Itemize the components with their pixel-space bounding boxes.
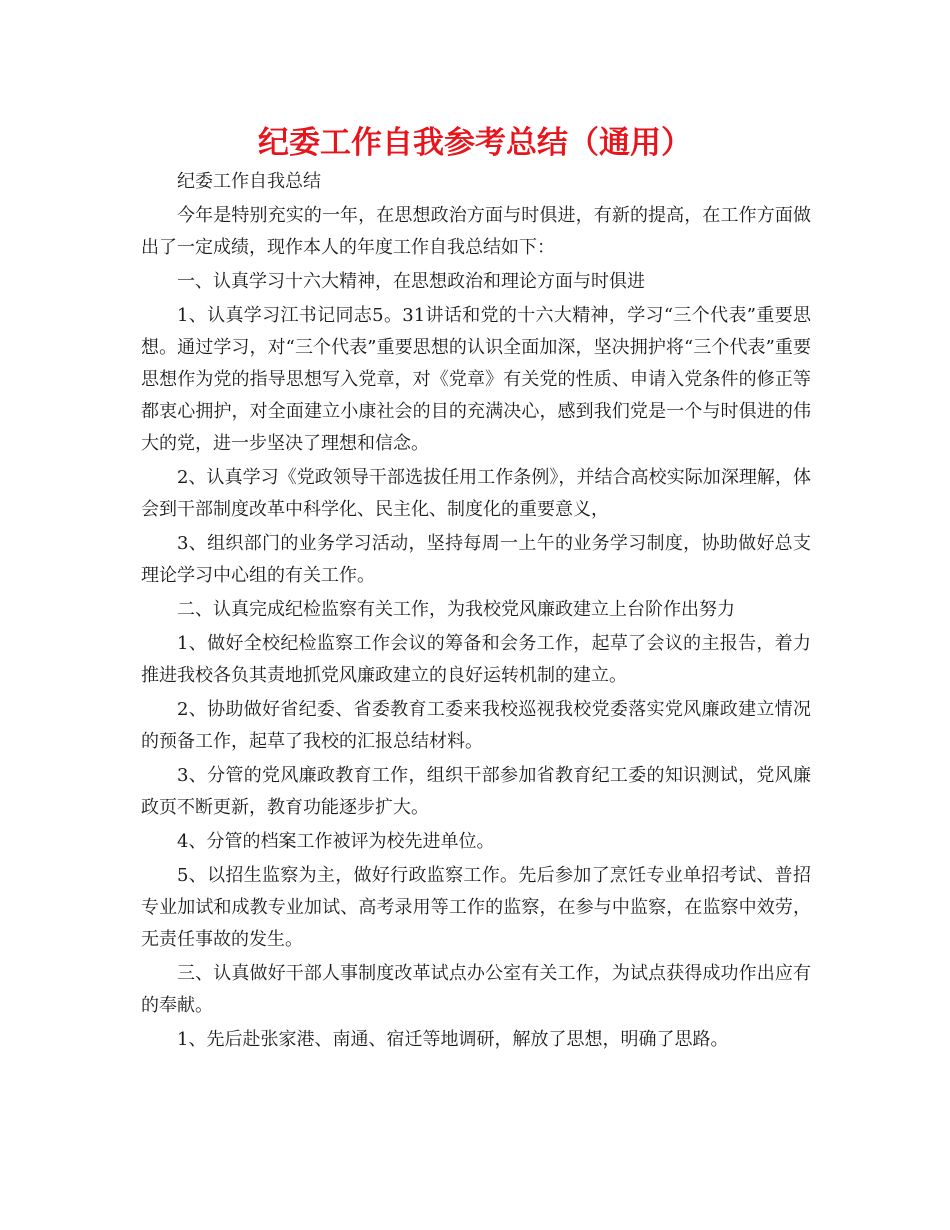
paragraph: 5、以招生监察为主，做好行政监察工作。先后参加了烹饪专业单招考试、普招专业加试和成教专业加试、高考录用等工作的监察，在参与中监察，在监察中效劳，无责任事故的发生。 [141, 865, 811, 950]
paragraph: 1、认真学习江书记同志5。31讲话和党的十六大精神，学习“三个代表”重要思想。通过学习，对“三个代表”重要思想的认识全面加深，坚决拥护将“三个代表”重要思想作为党的指导思想写入党章，对《党章》有关党的性质、申请入党条件的修正等都衷心拥护，对全面建立小康社会的目的充满决心，感到我们党是一个与时俱进的伟大的党，进一步坚决了理想和信念。 [141, 305, 811, 454]
paragraph: 1、先后赴张家港、南通、宿迁等地调研，解放了思想，明确了思路。 [177, 1029, 729, 1050]
paragraph: 今年是特别充实的一年，在思想政治方面与时俱进，有新的提高，在工作方面做出了一定成绩，现作本人的年度工作自我总结如下： [141, 205, 811, 258]
paragraph: 2、协助做好省纪委、省委教育工委来我校巡视我校党委落实党风廉政建立情况的预备工作，起草了我校的汇报总结材料。 [141, 699, 811, 752]
paragraph: 3、组织部门的业务学习活动，坚持每周一上午的业务学习制度，协助做好总支理论学习中心组的有关工作。 [141, 533, 811, 586]
paragraph: 1、做好全校纪检监察工作会议的筹备和会务工作，起草了会议的主报告，着力推进我校各负其责地抓党风廉政建立的良好运转机制的建立。 [141, 633, 811, 686]
section-heading: 二、认真完成纪检监察有关工作，为我校党风廉政建立上台阶作出努力 [177, 599, 735, 620]
paragraph: 4、分管的档案工作被评为校先进单位。 [177, 831, 495, 852]
section-heading: 三、认真做好干部人事制度改革试点办公室有关工作，为试点获得成功作出应有的奉献。 [141, 963, 811, 1016]
document-body [141, 166, 811, 1058]
section-heading: 一、认真学习十六大精神，在思想政治和理论方面与时俱进 [177, 271, 645, 292]
paragraph: 纪委工作自我总结 [177, 171, 321, 192]
paragraph: 2、认真学习《党政领导干部选拔任用工作条例》，并结合高校实际加深理解，体会到干部制度改革中科学化、民主化、制度化的重要意义， [141, 467, 811, 520]
document-title: 纪委工作自我参考总结（通用） [258, 125, 692, 161]
paragraph: 3、分管的党风廉政教育工作，组织干部参加省教育纪工委的知识测试，党风廉政页不断更新，教育功能逐步扩大。 [141, 765, 811, 818]
